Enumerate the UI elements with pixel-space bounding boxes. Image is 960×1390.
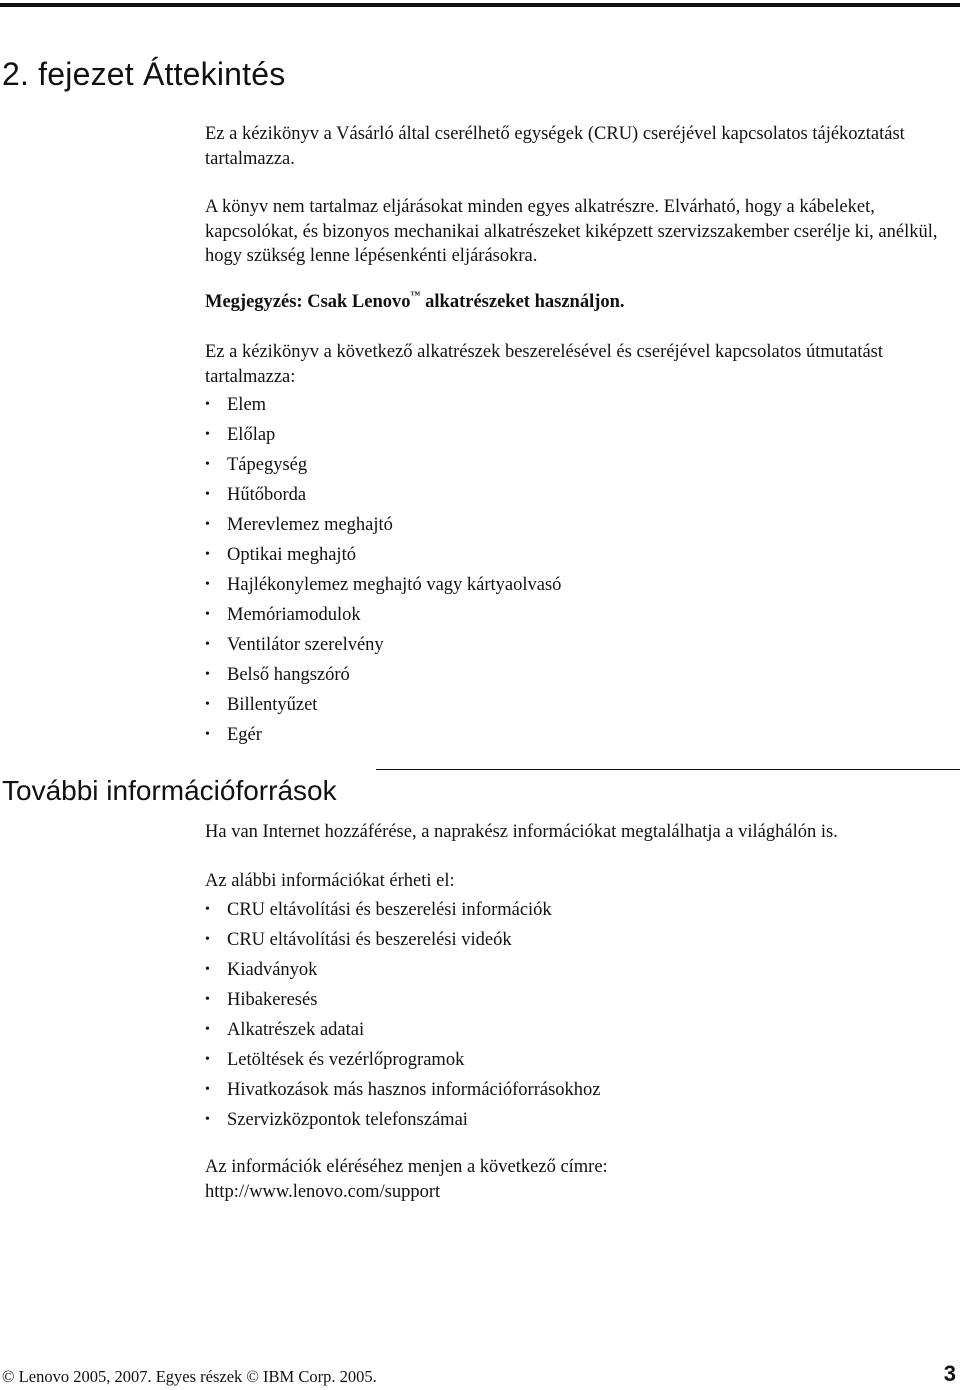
- more-info-paragraph-1: Ha van Internet hozzáférése, a naprakész információkat megtalálhatja a világhálón is.: [205, 822, 838, 842]
- resources-list: [205, 895, 601, 1135]
- list-item-text: Letöltések és vezérlőprogramok: [227, 1050, 465, 1070]
- bullet-icon: •: [205, 1022, 210, 1037]
- list-item-text: Merevlemez meghajtó: [227, 515, 393, 535]
- support-url-link[interactable]: http://www.lenovo.com/support: [205, 1182, 441, 1202]
- list-item-text: Előlap: [227, 425, 276, 445]
- list-item: [205, 420, 561, 450]
- list-item-text: Szervizközpontok telefonszámai: [227, 1110, 468, 1130]
- list-item: [205, 630, 561, 660]
- list-item: [205, 1075, 601, 1105]
- intro-paragraph-2: A könyv nem tartalmaz eljárásokat minden egyes alkatrészre. Elvárható, hogy a kábeleket, kapcsolókat, és bizonyos mechanikai alkatrészeket kiképzett szervizszakember cserélje ki, anélkül, hogy szükség lenne lépésenkénti eljárásokra.: [205, 197, 938, 266]
- note: [205, 290, 625, 314]
- list-item: [205, 1045, 601, 1075]
- intro-paragraph-3: Ez a kézikönyv a következő alkatrészek beszerelésével és cseréjével kapcsolatos útmutatást tartalmazza:: [205, 342, 884, 387]
- bullet-icon: •: [205, 1052, 210, 1067]
- list-item-text: Hivatkozások más hasznos információforrásokhoz: [227, 1080, 601, 1100]
- bullet-icon: •: [205, 577, 210, 592]
- bullet-icon: •: [205, 962, 210, 977]
- list-item-text: Hűtőborda: [227, 485, 307, 505]
- bullet-icon: •: [205, 457, 210, 472]
- section-divider: [376, 769, 960, 770]
- list-item-text: Memóriamodulok: [227, 605, 361, 625]
- bullet-icon: •: [205, 932, 210, 947]
- list-item-text: Ventilátor szerelvény: [227, 635, 384, 655]
- list-item-text: Billentyűzet: [227, 695, 318, 715]
- list-item: [205, 1105, 601, 1135]
- list-item: [205, 720, 561, 750]
- footer-copyright: © Lenovo 2005, 2007. Egyes részek © IBM Corp. 2005.: [2, 1367, 377, 1386]
- list-item: [205, 985, 601, 1015]
- note-label: Megjegyzés:: [205, 292, 303, 312]
- note-text-after: alkatrészeket használjon.: [425, 292, 625, 312]
- list-item-text: Egér: [227, 725, 262, 745]
- list-item-text: Hajlékonylemez meghajtó vagy kártyaolvasó: [227, 575, 562, 595]
- list-item-text: CRU eltávolítási és beszerelési információk: [227, 900, 552, 920]
- list-item: [205, 955, 601, 985]
- list-item-text: Optikai meghajtó: [227, 545, 356, 565]
- list-item-text: Kiadványok: [227, 960, 318, 980]
- chapter-title: 2. fejezet Áttekintés: [2, 56, 286, 92]
- bullet-icon: •: [205, 697, 210, 712]
- bullet-icon: •: [205, 637, 210, 652]
- bullet-icon: •: [205, 487, 210, 502]
- bullet-icon: •: [205, 902, 210, 917]
- bullet-icon: •: [205, 667, 210, 682]
- list-item: [205, 690, 561, 720]
- bullet-icon: •: [205, 547, 210, 562]
- trademark-symbol: ™: [410, 290, 421, 301]
- bullet-icon: •: [205, 992, 210, 1007]
- list-item: [205, 660, 561, 690]
- section-title: További információforrások: [2, 775, 337, 806]
- list-item: [205, 540, 561, 570]
- list-item-text: CRU eltávolítási és beszerelési videók: [227, 930, 512, 950]
- access-instructions: Az információk eléréséhez menjen a következő címre:: [205, 1157, 608, 1177]
- list-item-text: Tápegység: [227, 455, 308, 475]
- note-text-before: Csak Lenovo: [307, 292, 411, 312]
- bullet-icon: •: [205, 727, 210, 742]
- list-item: [205, 390, 561, 420]
- bullet-icon: •: [205, 517, 210, 532]
- list-item-text: Hibakeresés: [227, 990, 318, 1010]
- intro-paragraph-1: Ez a kézikönyv a Vásárló által cserélhető egységek (CRU) cseréjével kapcsolatos tájékoztatást tartalmazza.: [205, 124, 905, 169]
- more-info-paragraph-2: Az alábbi információkat érheti el:: [205, 871, 455, 891]
- bullet-icon: •: [205, 427, 210, 442]
- list-item: [205, 510, 561, 540]
- bullet-icon: •: [205, 1112, 210, 1127]
- page-number: 3: [943, 1361, 956, 1386]
- bullet-icon: •: [205, 397, 210, 412]
- list-item: [205, 600, 561, 630]
- bullet-icon: •: [205, 1082, 210, 1097]
- list-item: [205, 570, 561, 600]
- list-item: [205, 925, 601, 955]
- list-item: [205, 895, 601, 925]
- list-item-text: Belső hangszóró: [227, 665, 350, 685]
- list-item: [205, 1015, 601, 1045]
- list-item: [205, 450, 561, 480]
- list-item: [205, 480, 561, 510]
- bullet-icon: •: [205, 607, 210, 622]
- list-item-text: Elem: [227, 395, 267, 415]
- top-rule: [0, 3, 960, 7]
- parts-list: [205, 390, 561, 750]
- list-item-text: Alkatrészek adatai: [227, 1020, 365, 1040]
